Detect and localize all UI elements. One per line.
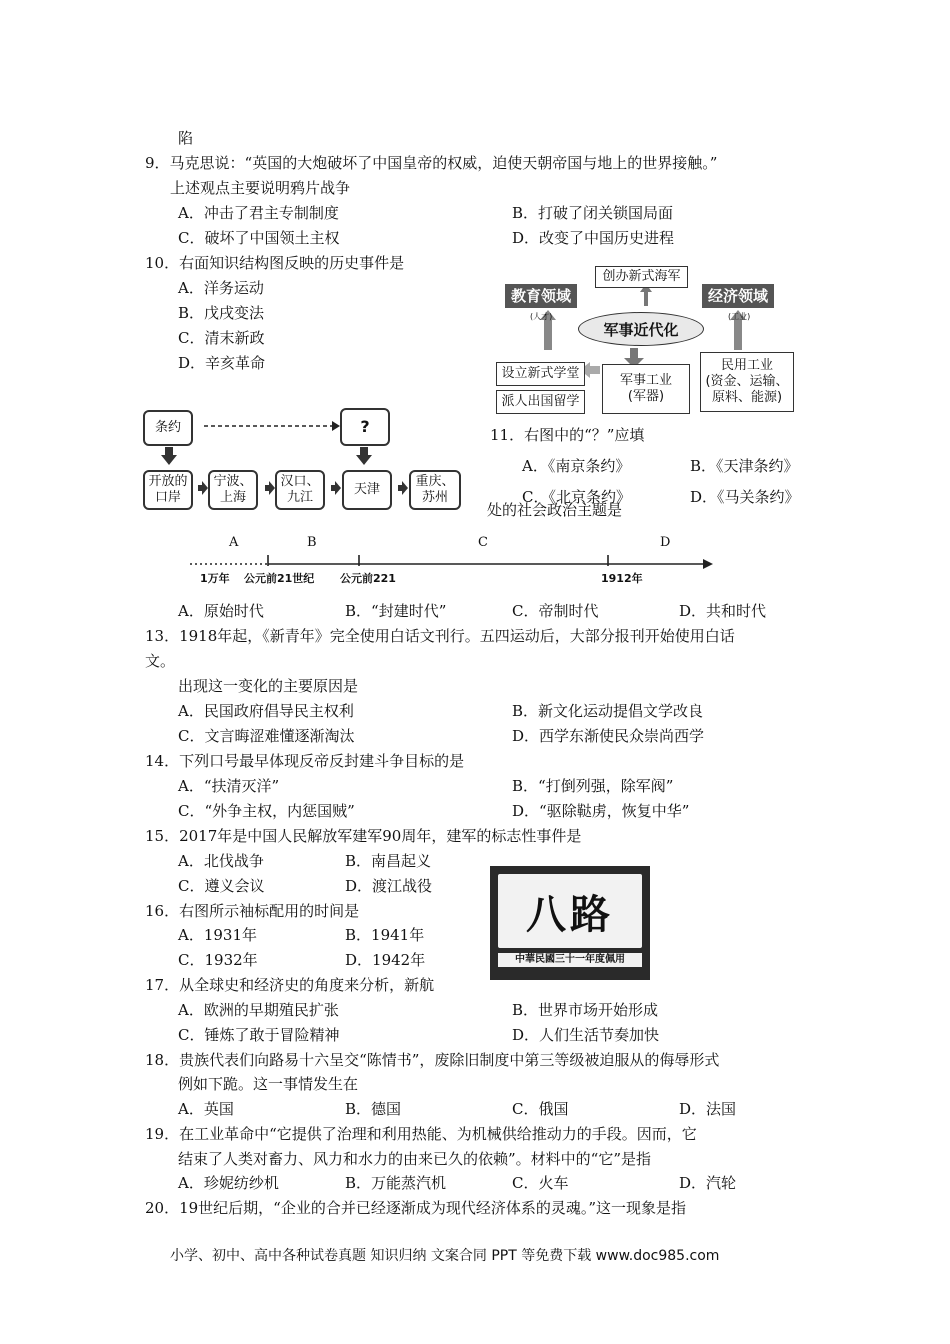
- education-field-label: 教育领域: [505, 284, 577, 308]
- economy-field-label: 经济领域: [702, 284, 774, 308]
- q16-option-d[interactable]: D．1942年: [345, 951, 426, 969]
- q16-option-b[interactable]: B．1941年: [345, 926, 425, 944]
- q9-option-b[interactable]: B．打破了闭关锁国局面: [512, 204, 674, 222]
- q9-option-a[interactable]: A．冲击了君主专制制度: [178, 204, 339, 222]
- q13-stem-wrap: 文。: [145, 652, 176, 670]
- q10-option-c[interactable]: C．清末新政: [178, 329, 265, 347]
- port-ningbo-shanghai-line1: 宁波、: [213, 474, 253, 489]
- q17-option-c[interactable]: C．锤炼了敢于冒险精神: [178, 1026, 340, 1044]
- q18-stem2: 例如下跪。这一事情发生在: [178, 1075, 359, 1093]
- military-industry-line1: 军事工业: [619, 373, 672, 388]
- q18-option-c[interactable]: C．俄国: [512, 1100, 569, 1118]
- armband-small-text: 中華民國三十一年度佩用: [498, 953, 642, 967]
- q10-option-d[interactable]: D．辛亥革命: [178, 354, 266, 372]
- timeline-seg-a: A: [229, 535, 239, 550]
- port-hankou-jiujiang-line2: 九江: [286, 490, 313, 505]
- timeline-seg-d: D: [660, 535, 671, 550]
- q16-option-a[interactable]: A．1931年: [178, 926, 258, 944]
- civil-industry-line3: 原料、能源): [711, 390, 783, 405]
- q13-stem2: 出现这一变化的主要原因是: [178, 677, 359, 695]
- timeline-tick-221-bc: 公元前221: [340, 572, 396, 585]
- q10-stem: 10．右面知识结构图反映的历史事件是: [145, 254, 405, 272]
- q17-stem: 17．从全球史和经济史的角度来分析，新航: [145, 976, 435, 994]
- q11-option-a[interactable]: A．《南京条约》: [522, 457, 631, 475]
- q13-stem: 13．1918年起，《新青年》完全使用白话文刊行。五四运动后，大部分报刊开始使用白话: [145, 627, 735, 645]
- q14-stem: 14．下列口号最早体现反帝反封建斗争目标的是: [145, 752, 465, 770]
- question-box: ?: [340, 408, 390, 446]
- q14-option-b[interactable]: B．“打倒列强，除军阀”: [512, 777, 674, 795]
- q12-stem-fragment: 处的社会政治主题是: [487, 501, 623, 519]
- navy-box: 创办新式海军: [595, 266, 688, 288]
- q12-option-d[interactable]: D．共和时代: [679, 602, 767, 620]
- open-ports-line1: 开放的: [148, 474, 188, 489]
- q13-option-c[interactable]: C．文言晦涩难懂逐渐淘汰: [178, 727, 355, 745]
- study-abroad-box: 派人出国留学: [496, 390, 585, 414]
- port-chongqing-suzhou-line2: 苏州: [421, 490, 448, 505]
- q10-option-a[interactable]: A．洋务运动: [178, 279, 264, 297]
- q11-option-b[interactable]: B．《天津条约》: [690, 457, 799, 475]
- q14-option-c[interactable]: C．“外争主权，内惩国贼”: [178, 802, 355, 820]
- armband-big-text: 八路: [526, 891, 614, 938]
- q11-option-c[interactable]: C．《北京条约》: [522, 488, 631, 506]
- port-chongqing-suzhou-line1: 重庆、: [415, 474, 455, 489]
- port-ningbo-shanghai-line2: 上海: [219, 490, 246, 505]
- q16-stem: 16．右图所示袖标配用的时间是: [145, 902, 360, 920]
- q11-stem: 11．右图中的“？”应填: [490, 426, 645, 444]
- page-footer[interactable]: 小学、初中、高中各种试卷真题 知识归纳 文案合同 PPT 等免费下载 www.doc985.com: [170, 1248, 720, 1264]
- q18-option-b[interactable]: B．德国: [345, 1100, 402, 1118]
- port-ningbo-shanghai: [208, 470, 258, 510]
- q17-option-d[interactable]: D．人们生活节奏加快: [512, 1026, 660, 1044]
- treaty-box: 条约: [143, 410, 193, 446]
- q13-option-d[interactable]: D．西学东渐使民众崇尚西学: [512, 727, 705, 745]
- talent-tag: (人才): [530, 312, 553, 321]
- open-ports-box: [143, 470, 193, 510]
- q15-option-a[interactable]: A．北伐战争: [178, 852, 264, 870]
- timeline-tick-10000-years: 1万年: [200, 572, 230, 585]
- q15-option-c[interactable]: C．遵义会议: [178, 877, 265, 895]
- industry-tag: (工业): [728, 312, 751, 321]
- q11-option-d[interactable]: D．《马关条约》: [690, 488, 800, 506]
- q9-option-c[interactable]: C．破坏了中国领土主权: [178, 229, 340, 247]
- timeline-seg-b: B: [307, 535, 317, 550]
- q18-option-d[interactable]: D．法国: [679, 1100, 737, 1118]
- page-fragment: 陷: [178, 129, 194, 147]
- q17-option-b[interactable]: B．世界市场开始形成: [512, 1001, 659, 1019]
- armband-image: [490, 866, 650, 980]
- q19-option-d[interactable]: D．汽轮: [679, 1174, 737, 1192]
- q18-option-a[interactable]: A．英国: [178, 1100, 234, 1118]
- q19-option-a[interactable]: A．珍妮纺纱机: [178, 1174, 279, 1192]
- new-school-box: 设立新式学堂: [496, 362, 585, 386]
- port-hankou-jiujiang: [275, 470, 325, 510]
- q9-stem2: 上述观点主要说明鸦片战争: [170, 179, 351, 197]
- armband-inner: [498, 874, 642, 948]
- q19-stem2: 结束了人类对畜力、风力和水力的由来已久的依赖”。材料中的“它”是指: [178, 1150, 652, 1168]
- q10-option-b[interactable]: B．戊戌变法: [178, 304, 265, 322]
- q18-stem: 18．贵族代表们向路易十六呈交“陈情书”，废除旧制度中第三等级被迫服从的侮辱形式: [145, 1051, 720, 1069]
- military-industry-line2: (军器): [627, 389, 665, 404]
- q12-option-a[interactable]: A．原始时代: [178, 602, 264, 620]
- q15-option-b[interactable]: B．南昌起义: [345, 852, 432, 870]
- timeline-seg-c: C: [478, 535, 488, 550]
- q13-option-b[interactable]: B．新文化运动提倡文学改良: [512, 702, 704, 720]
- q19-option-b[interactable]: B．万能蒸汽机: [345, 1174, 447, 1192]
- q15-stem: 15．2017年是中国人民解放军建军90周年，建军的标志性事件是: [145, 827, 582, 845]
- q12-option-b[interactable]: B．“封建时代”: [345, 602, 447, 620]
- q17-option-a[interactable]: A．欧洲的早期殖民扩张: [178, 1001, 339, 1019]
- q16-option-c[interactable]: C．1932年: [178, 951, 258, 969]
- q20-stem: 20．19世纪后期，“企业的合并已经逐渐成为现代经济体系的灵魂。”这一现象是指: [145, 1199, 687, 1217]
- timeline-tick-21st-century-bc: 公元前21世纪: [244, 572, 315, 585]
- civil-industry-line1: 民用工业: [720, 358, 773, 373]
- port-tianjin: 天津: [342, 470, 392, 510]
- port-chongqing-suzhou: [409, 470, 461, 510]
- military-modernization-oval: 军事近代化: [578, 312, 704, 346]
- open-ports-line2: 口岸: [154, 490, 181, 505]
- port-hankou-jiujiang-line1: 汉口、: [280, 474, 320, 489]
- q19-stem: 19．在工业革命中“它提供了治理和利用热能、为机械供给推动力的手段。因而，它: [145, 1125, 697, 1143]
- q12-option-c[interactable]: C．帝制时代: [512, 602, 599, 620]
- q19-option-c[interactable]: C．火车: [512, 1174, 569, 1192]
- q14-option-d[interactable]: D．“驱除鞑虏，恢复中华”: [512, 802, 690, 820]
- civil-industry-box: [700, 352, 794, 412]
- q9-option-d[interactable]: D．改变了中国历史进程: [512, 229, 675, 247]
- military-industry-box: [602, 364, 690, 414]
- civil-industry-line2: (资金、运输、: [705, 374, 789, 389]
- q9-stem: 9．马克思说：“英国的大炮破坏了中国皇帝的权威，迫使天朝帝国与地上的世界接触。”: [145, 154, 718, 172]
- q13-option-a[interactable]: A．民国政府倡导民主权利: [178, 702, 354, 720]
- timeline-tick-1912: 1912年: [601, 572, 643, 585]
- q14-option-a[interactable]: A．“扶清灭洋”: [178, 777, 280, 795]
- q15-option-d[interactable]: D．渡江战役: [345, 877, 433, 895]
